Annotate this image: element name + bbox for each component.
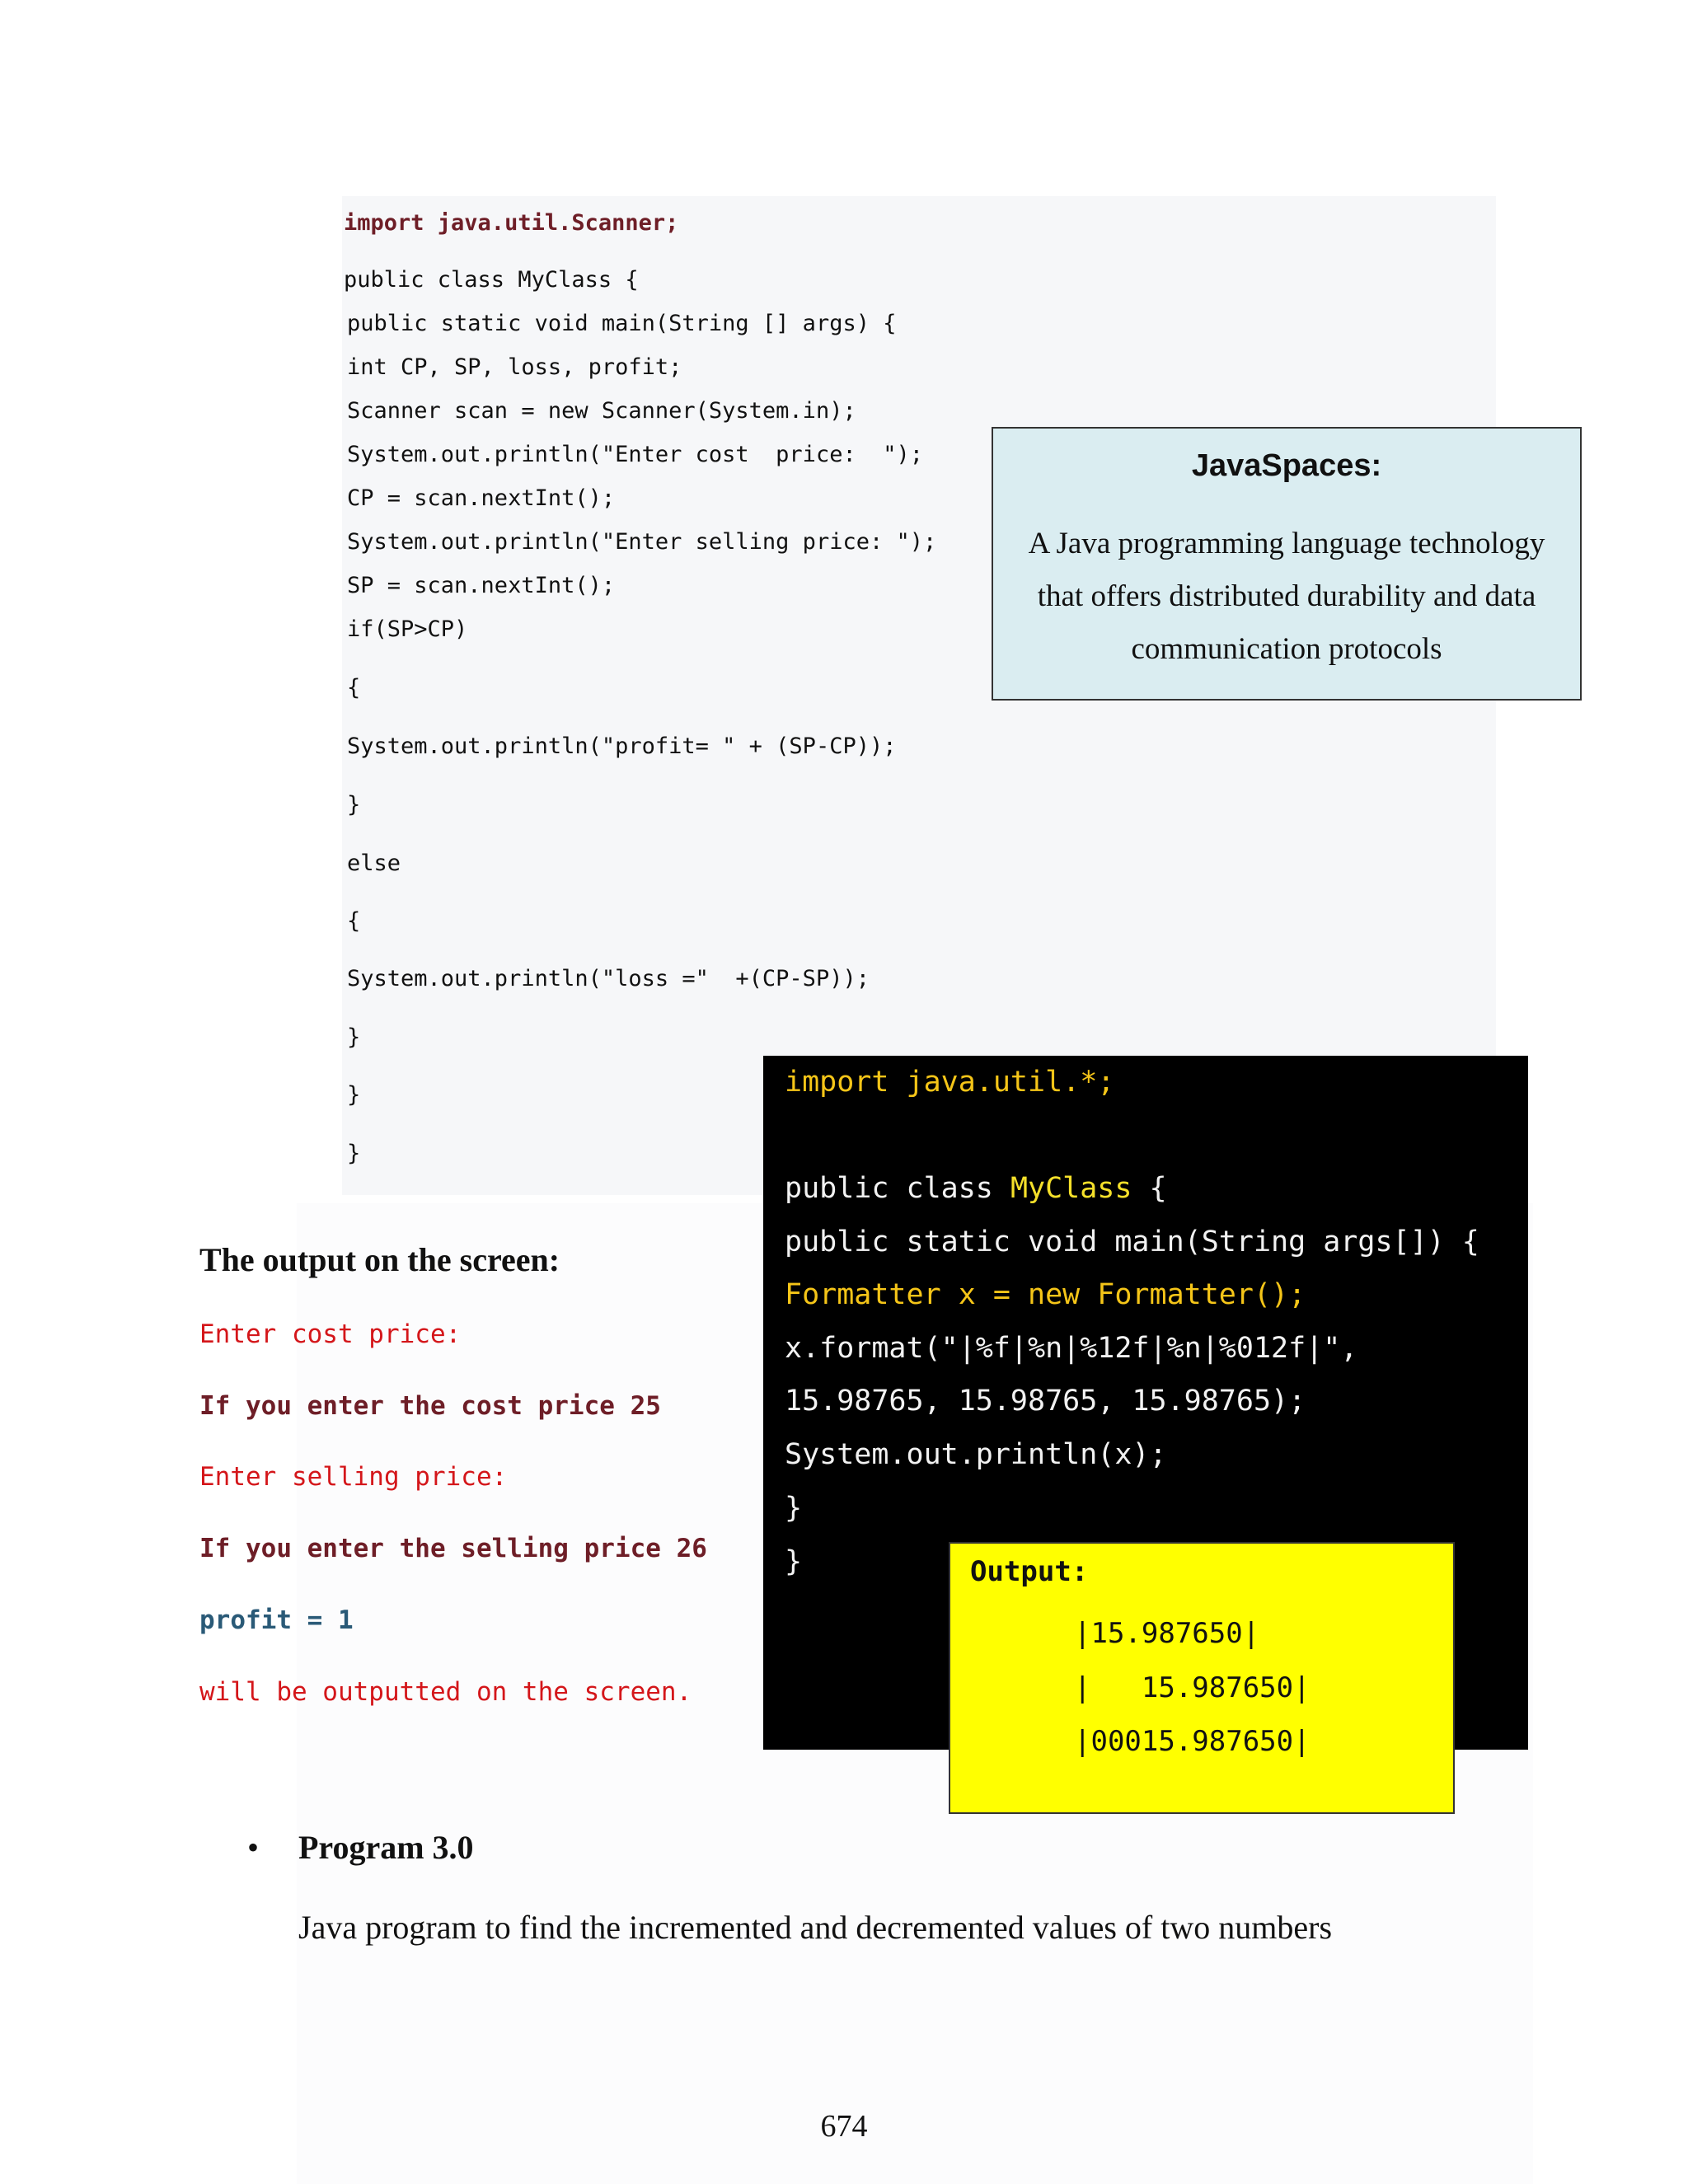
program-description: Java program to find the incremented and decremented values of two numbers	[298, 1909, 1333, 1946]
output-value: |15.987650|	[1074, 1617, 1260, 1650]
code-line: System.out.println("profit= " + (SP-CP));	[347, 733, 897, 759]
code-line: public class MyClass {	[344, 267, 639, 293]
output-value: |00015.987650|	[1074, 1725, 1311, 1758]
code-line: int CP, SP, loss, profit;	[347, 354, 682, 380]
code-line: Scanner scan = new Scanner(System.in);	[347, 398, 856, 424]
code-line: {	[347, 675, 361, 701]
code-line: CP = scan.nextInt();	[347, 485, 616, 511]
code-line: System.out.println("loss =" +(CP-SP));	[347, 966, 870, 991]
info-box-body: A Java programming language technology that offers distributed durability and data communication protocols	[1028, 527, 1545, 666]
output-label: Output:	[970, 1555, 1089, 1588]
bullet-point: •	[247, 1829, 260, 1866]
code-line: 15.98765, 15.98765, 15.98765);	[785, 1385, 1306, 1418]
output-line: Enter cost price:	[199, 1319, 462, 1349]
output-line: If you enter the cost price 25	[199, 1391, 661, 1421]
page-number: 674	[820, 2109, 868, 2144]
code-line: if(SP>CP)	[347, 616, 468, 642]
formatter-output-box	[949, 1542, 1455, 1814]
code-token: {	[1132, 1172, 1167, 1205]
code-line: System.out.println(x);	[785, 1438, 1167, 1471]
code-line: }	[347, 792, 361, 818]
code-line: public static void main(String args[]) {	[785, 1226, 1479, 1258]
code-line: SP = scan.nextInt();	[347, 573, 616, 598]
code-line: public static void main(String [] args) {	[347, 311, 897, 336]
code-line	[785, 1172, 1167, 1205]
code-line: }	[347, 1024, 361, 1050]
output-line: profit = 1	[199, 1605, 354, 1635]
code-line: }	[785, 1545, 803, 1578]
output-line: Enter selling price:	[199, 1462, 508, 1492]
code-line: }	[347, 1141, 361, 1166]
info-box-title: JavaSpaces:	[1191, 448, 1382, 483]
code-token: public class	[785, 1172, 1010, 1205]
output-value: | 15.987650|	[1074, 1671, 1311, 1704]
code-line: System.out.println("Enter cost price: ");	[347, 442, 923, 467]
code-line: }	[785, 1492, 803, 1525]
code-line: import java.util.Scanner;	[344, 210, 679, 236]
program-title: Program 3.0	[298, 1829, 474, 1866]
code-line: Formatter x = new Formatter();	[785, 1278, 1306, 1311]
output-line: will be outputted on the screen.	[199, 1677, 692, 1707]
javaspaces-info-box	[992, 427, 1582, 701]
output-heading: The output on the screen:	[199, 1241, 560, 1278]
code-line: import java.util.*;	[785, 1066, 1115, 1099]
code-line: else	[347, 851, 401, 876]
code-line: {	[347, 908, 361, 934]
code-token-class-name: MyClass	[1010, 1172, 1132, 1205]
code-line: System.out.println("Enter selling price: ");	[347, 529, 937, 555]
code-line: x.format("|%f|%n|%12f|%n|%012f|",	[785, 1332, 1358, 1365]
output-line: If you enter the selling price 26	[199, 1534, 707, 1563]
code-line: }	[347, 1082, 361, 1108]
